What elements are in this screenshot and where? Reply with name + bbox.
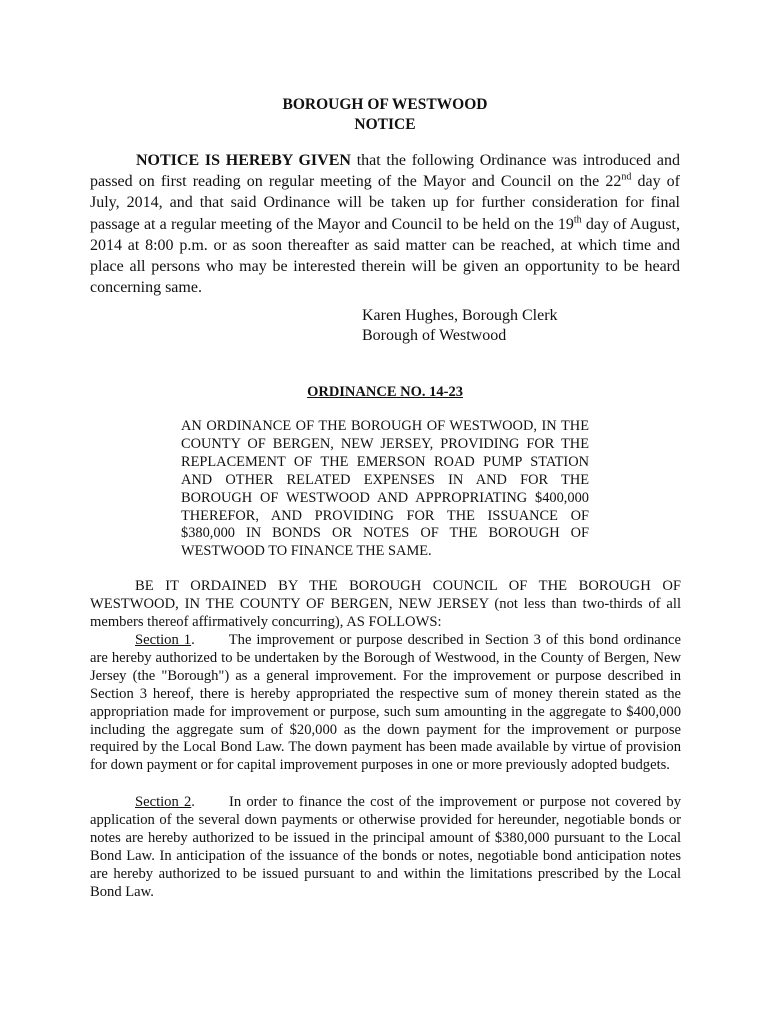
section-1-paragraph: Section 1. The improvement or purpose described in Section 3 of this bond ordinance are hereby authorized to be undertaken by the Borough of Westwood, in the County of Bergen, New Jersey (the "Borough") as a general improvement. For the improvement or purpose described in Section 3 hereof, there is hereby appropriated the respective sum of money therein stated as the appropriation made for improvement or purpose, such sum amounting in the aggregate to $400,000 including the aggregate sum of $20,000 as the down payment for the improvement or purpose required by the Local Bond Law. The down payment has been made available by virtue of provision for down payment or for capital improvement purposes in one or more previously adopted budgets. xyxy=(90,632,681,774)
notice-ordinal-nd: nd xyxy=(621,171,632,183)
section-2-label: Section 2 xyxy=(135,794,192,810)
signature-borough: Borough of Westwood xyxy=(362,327,507,344)
section-2-text: In order to finance the cost of the improvement or purpose not covered by application of the several down payments or otherwise provided for hereunder, negotiable bonds or notes are hereby authorized to be issued in the principal amount of $380,000 pursuant to the Local Bond Law. In anticipation of the issuance of the bonds or notes, negotiable bond anticipation notes are hereby authorized to be issued pursuant to and within the limitations prescribed by the Local Bond Law. xyxy=(90,794,681,900)
notice-text-part2: day of July, 2014, and that said Ordinance will be taken up for further consideration for final passage at a regular meeting of the Mayor and Council to be held on the 19 xyxy=(90,173,681,233)
notice-heading: NOTICE xyxy=(354,116,416,133)
signature-name: Karen Hughes, Borough Clerk xyxy=(362,307,558,324)
borough-heading: BOROUGH OF WESTWOOD xyxy=(282,96,488,113)
section-1-text: The improvement or purpose described in Section 3 of this bond ordinance are hereby authorized to be undertaken by the Borough of Westwood, in the County of Bergen, New Jersey (the "Borough") as a general improvement. For the improvement or purpose described in Section 3 hereof, there is hereby appropriated the respective sum of money therein stated as the appropriation made for improvement or purpose, such sum amounting in the aggregate to $400,000 including the aggregate sum of $20,000 as the down payment for the improvement or purpose required by the Local Bond Law. The down payment has been made available by virtue of provision for down payment or for capital improvement purposes in one or more previously adopted budgets. xyxy=(90,632,681,774)
notice-text-part1: that the following Ordinance was introduced and passed on first reading on regular meeting of the Mayor and Council on the 22 xyxy=(90,152,680,191)
notice-lead: NOTICE IS HEREBY GIVEN xyxy=(136,152,351,169)
ordinance-title: ORDINANCE NO. 14-23 xyxy=(307,384,463,400)
section-1-label: Section 1 xyxy=(135,632,192,648)
notice-paragraph xyxy=(90,150,680,298)
ordinance-caption: AN ORDINANCE OF THE BOROUGH OF WESTWOOD, IN THE COUNTY OF BERGEN, NEW JERSEY, PROVIDING FOR THE REPLACEMENT OF THE EMERSON ROAD PUMP STATION AND OTHER RELATED EXPENSES IN AND FOR THE BOROUGH OF WESTWOOD AND APPROPRIATING $400,000 THEREFOR, AND PROVIDING FOR THE ISSUANCE OF $380,000 IN BONDS OR NOTES OF THE BOROUGH OF WESTWOOD TO FINANCE THE SAME. xyxy=(181,418,589,560)
notice-ordinal-th: th xyxy=(573,214,582,226)
section-2-paragraph: Section 2. In order to finance the cost of the improvement or purpose not covered by application of the several down payments or otherwise provided for hereunder, negotiable bonds or notes are hereby authorized to be issued in the principal amount of $380,000 pursuant to the Local Bond Law. In anticipation of the issuance of the bonds or notes, negotiable bond anticipation notes are hereby authorized to be issued pursuant to and within the limitations prescribed by the Local Bond Law. xyxy=(90,794,681,900)
signature-block xyxy=(362,306,558,346)
be-it-ordained-paragraph: BE IT ORDAINED BY THE BOROUGH COUNCIL OF THE BOROUGH OF WESTWOOD, IN THE COUNTY OF BERGEN, NEW JERSEY (not less than two-thirds of all members thereof affirmatively concurring), AS FOLLOWS: xyxy=(90,578,681,630)
notice-text-part3: day of August, 2014 at 8:00 p.m. or as soon thereafter as said matter can be reached, at which time and place all persons who may be interested therein will be given an opportunity to be heard concerning same. xyxy=(90,215,681,297)
